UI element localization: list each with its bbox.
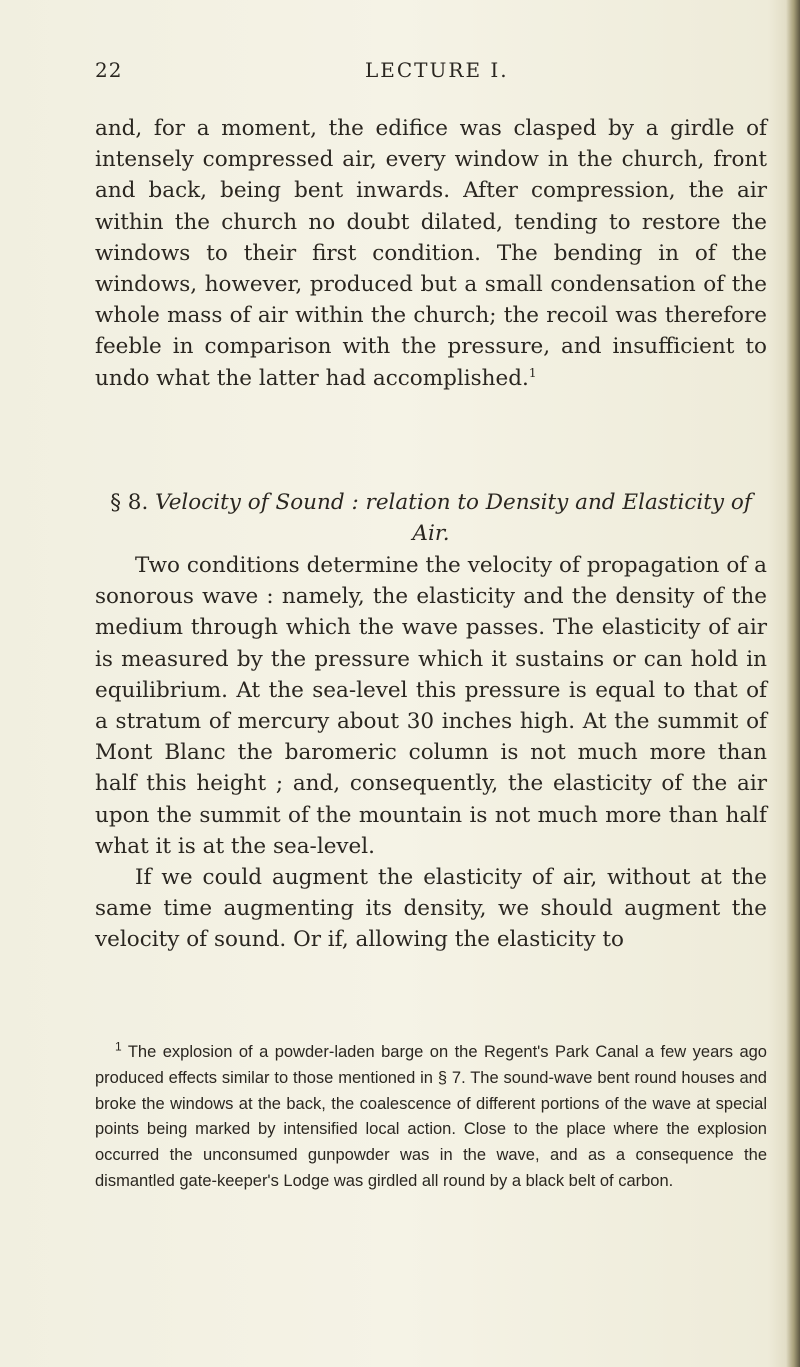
footnote-reference[interactable]: 1 xyxy=(528,365,537,380)
paragraph-2: Two conditions determine the velocity of propagation of a sonorous wave : namely, the elasticity and the density of the medium through which the wave passes. The elasticity of air is measured by the pressure which it sustains or can hold in equilibrium. At the sea-level this pressure is equal to that of a stratum of mercury about 30 inches high. At the summit of Mont Blanc the baromeric column is not much more than half this height ; and, consequently, the elasticity of the air upon the summit of the mountain is not much more than half what it is at the sea-level. xyxy=(95,553,767,859)
section-title: Velocity of Sound : relation to Density and Elasticity of Air. xyxy=(155,490,752,547)
page-number: 22 xyxy=(95,58,123,82)
section-heading xyxy=(95,487,767,549)
section-body xyxy=(95,550,767,956)
paragraph-continuation xyxy=(95,113,767,425)
paragraph-1-text: and, for a moment, the edifice was clasped by a girdle of intensely compressed air, every window in the church, front and back, being bent inwards. After compression, the air within the church no doubt dilated, tending to restore the windows to their first condition. The bending in of the windows, however, produced but a small condensation of the whole mass of air within the church; the recoil was therefore feeble in comparison with the pressure, and insufficient to undo what the latter had accomplished. xyxy=(95,116,767,391)
footnote xyxy=(95,1040,767,1195)
page-edge-shadow xyxy=(786,0,800,1367)
running-title: LECTURE I. xyxy=(365,58,509,82)
footnote-text: The explosion of a powder-laden barge on the Regent's Park Canal a few years ago produced effects similar to those mentioned in § 7. The sound-wave bent round houses and broke the windows at the back, the coalescence of different portions of the wave at special points being marked by intensified local action. Close to the place where the explosion occurred the unconsumed gunpowder was in the wave, and as a consequence the dismantled gate-keeper's Lodge was girdled all round by a black belt of carbon. xyxy=(95,1043,767,1190)
paragraph-3: If we could augment the elasticity of air, without at the same time augmenting its density, we should augment the velocity of sound. Or if, allowing the elasticity to xyxy=(95,865,767,953)
page-header xyxy=(95,58,775,88)
footnote-marker: 1 xyxy=(115,1039,122,1054)
section-number: § 8. xyxy=(110,490,149,515)
